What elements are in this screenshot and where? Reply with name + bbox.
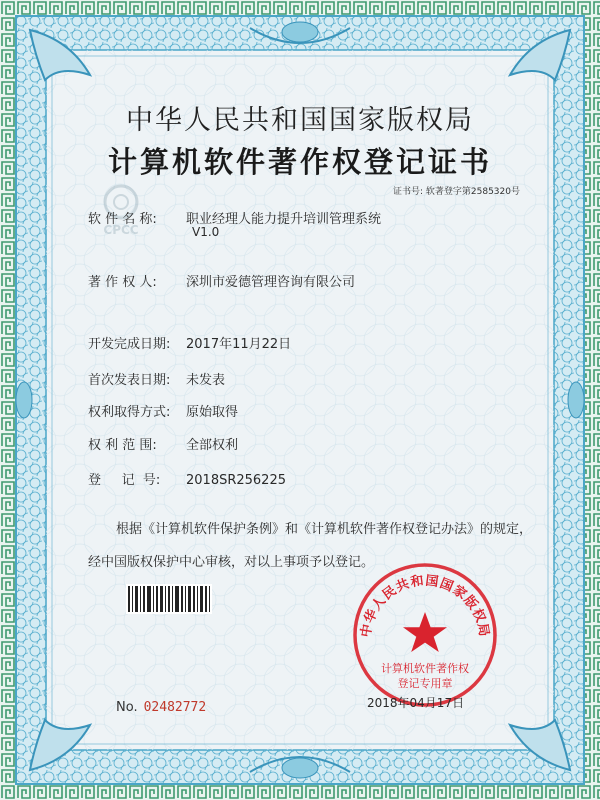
serial-number (116, 700, 206, 715)
field-first-publication (88, 369, 225, 388)
field-software-name (88, 208, 381, 227)
field-value: 职业经理人能力提升培训管理系统 (186, 212, 382, 227)
official-seal (350, 560, 500, 710)
field-registration-number (88, 469, 286, 488)
seal-ring-text: 中华人民共和国国家版权局 (358, 573, 492, 639)
software-version: V1.0 (192, 225, 220, 239)
cert-no-value: 软著登字第2585320号 (425, 187, 520, 197)
field-label: 登 记 号: (88, 473, 161, 488)
legal-statement: 根据《计算机软件保护条例》和《计算机软件著作权登记办法》的规定，经中国版权保护中心审核，对以上事项予以登记。 (88, 522, 533, 570)
field-copyright-owner (88, 271, 355, 290)
issue-date: 2018年04月17日 (367, 696, 465, 710)
field-value: 原始取得 (186, 405, 239, 420)
field-label: 首次发表日期: (88, 373, 171, 388)
field-acquisition-method (88, 401, 238, 420)
certificate-number (393, 184, 520, 197)
cert-no-label: 证书号: (392, 187, 424, 197)
field-completion-date (88, 333, 291, 352)
serial-prefix: No. (116, 700, 138, 715)
field-label: 权利取得方式: (88, 405, 171, 420)
serial-value: 02482772 (143, 700, 207, 715)
field-rights-scope (88, 434, 238, 453)
field-label: 权 利 范 围: (88, 438, 157, 453)
barcode (126, 584, 212, 614)
field-label: 著 作 权 人: (88, 275, 157, 290)
watermark-text: CPCC (103, 223, 139, 237)
field-value: 2018SR256225 (186, 473, 286, 488)
field-value: 2017年11月22日 (186, 337, 292, 352)
field-value: 未发表 (186, 373, 226, 388)
certificate-title: 计算机软件著作权登记证书 (107, 145, 492, 179)
seal-center-line2: 登记专用章 (397, 677, 453, 690)
seal-center-line1: 计算机软件著作权 (381, 662, 469, 675)
field-value: 全部权利 (186, 438, 239, 453)
star-icon (403, 612, 447, 652)
authority-title: 中华人民共和国国家版权局 (126, 105, 474, 136)
field-label: 软 件 名 称: (88, 212, 157, 227)
field-label: 开发完成日期: (88, 337, 171, 352)
field-value: 深圳市爱德管理咨询有限公司 (186, 275, 356, 290)
